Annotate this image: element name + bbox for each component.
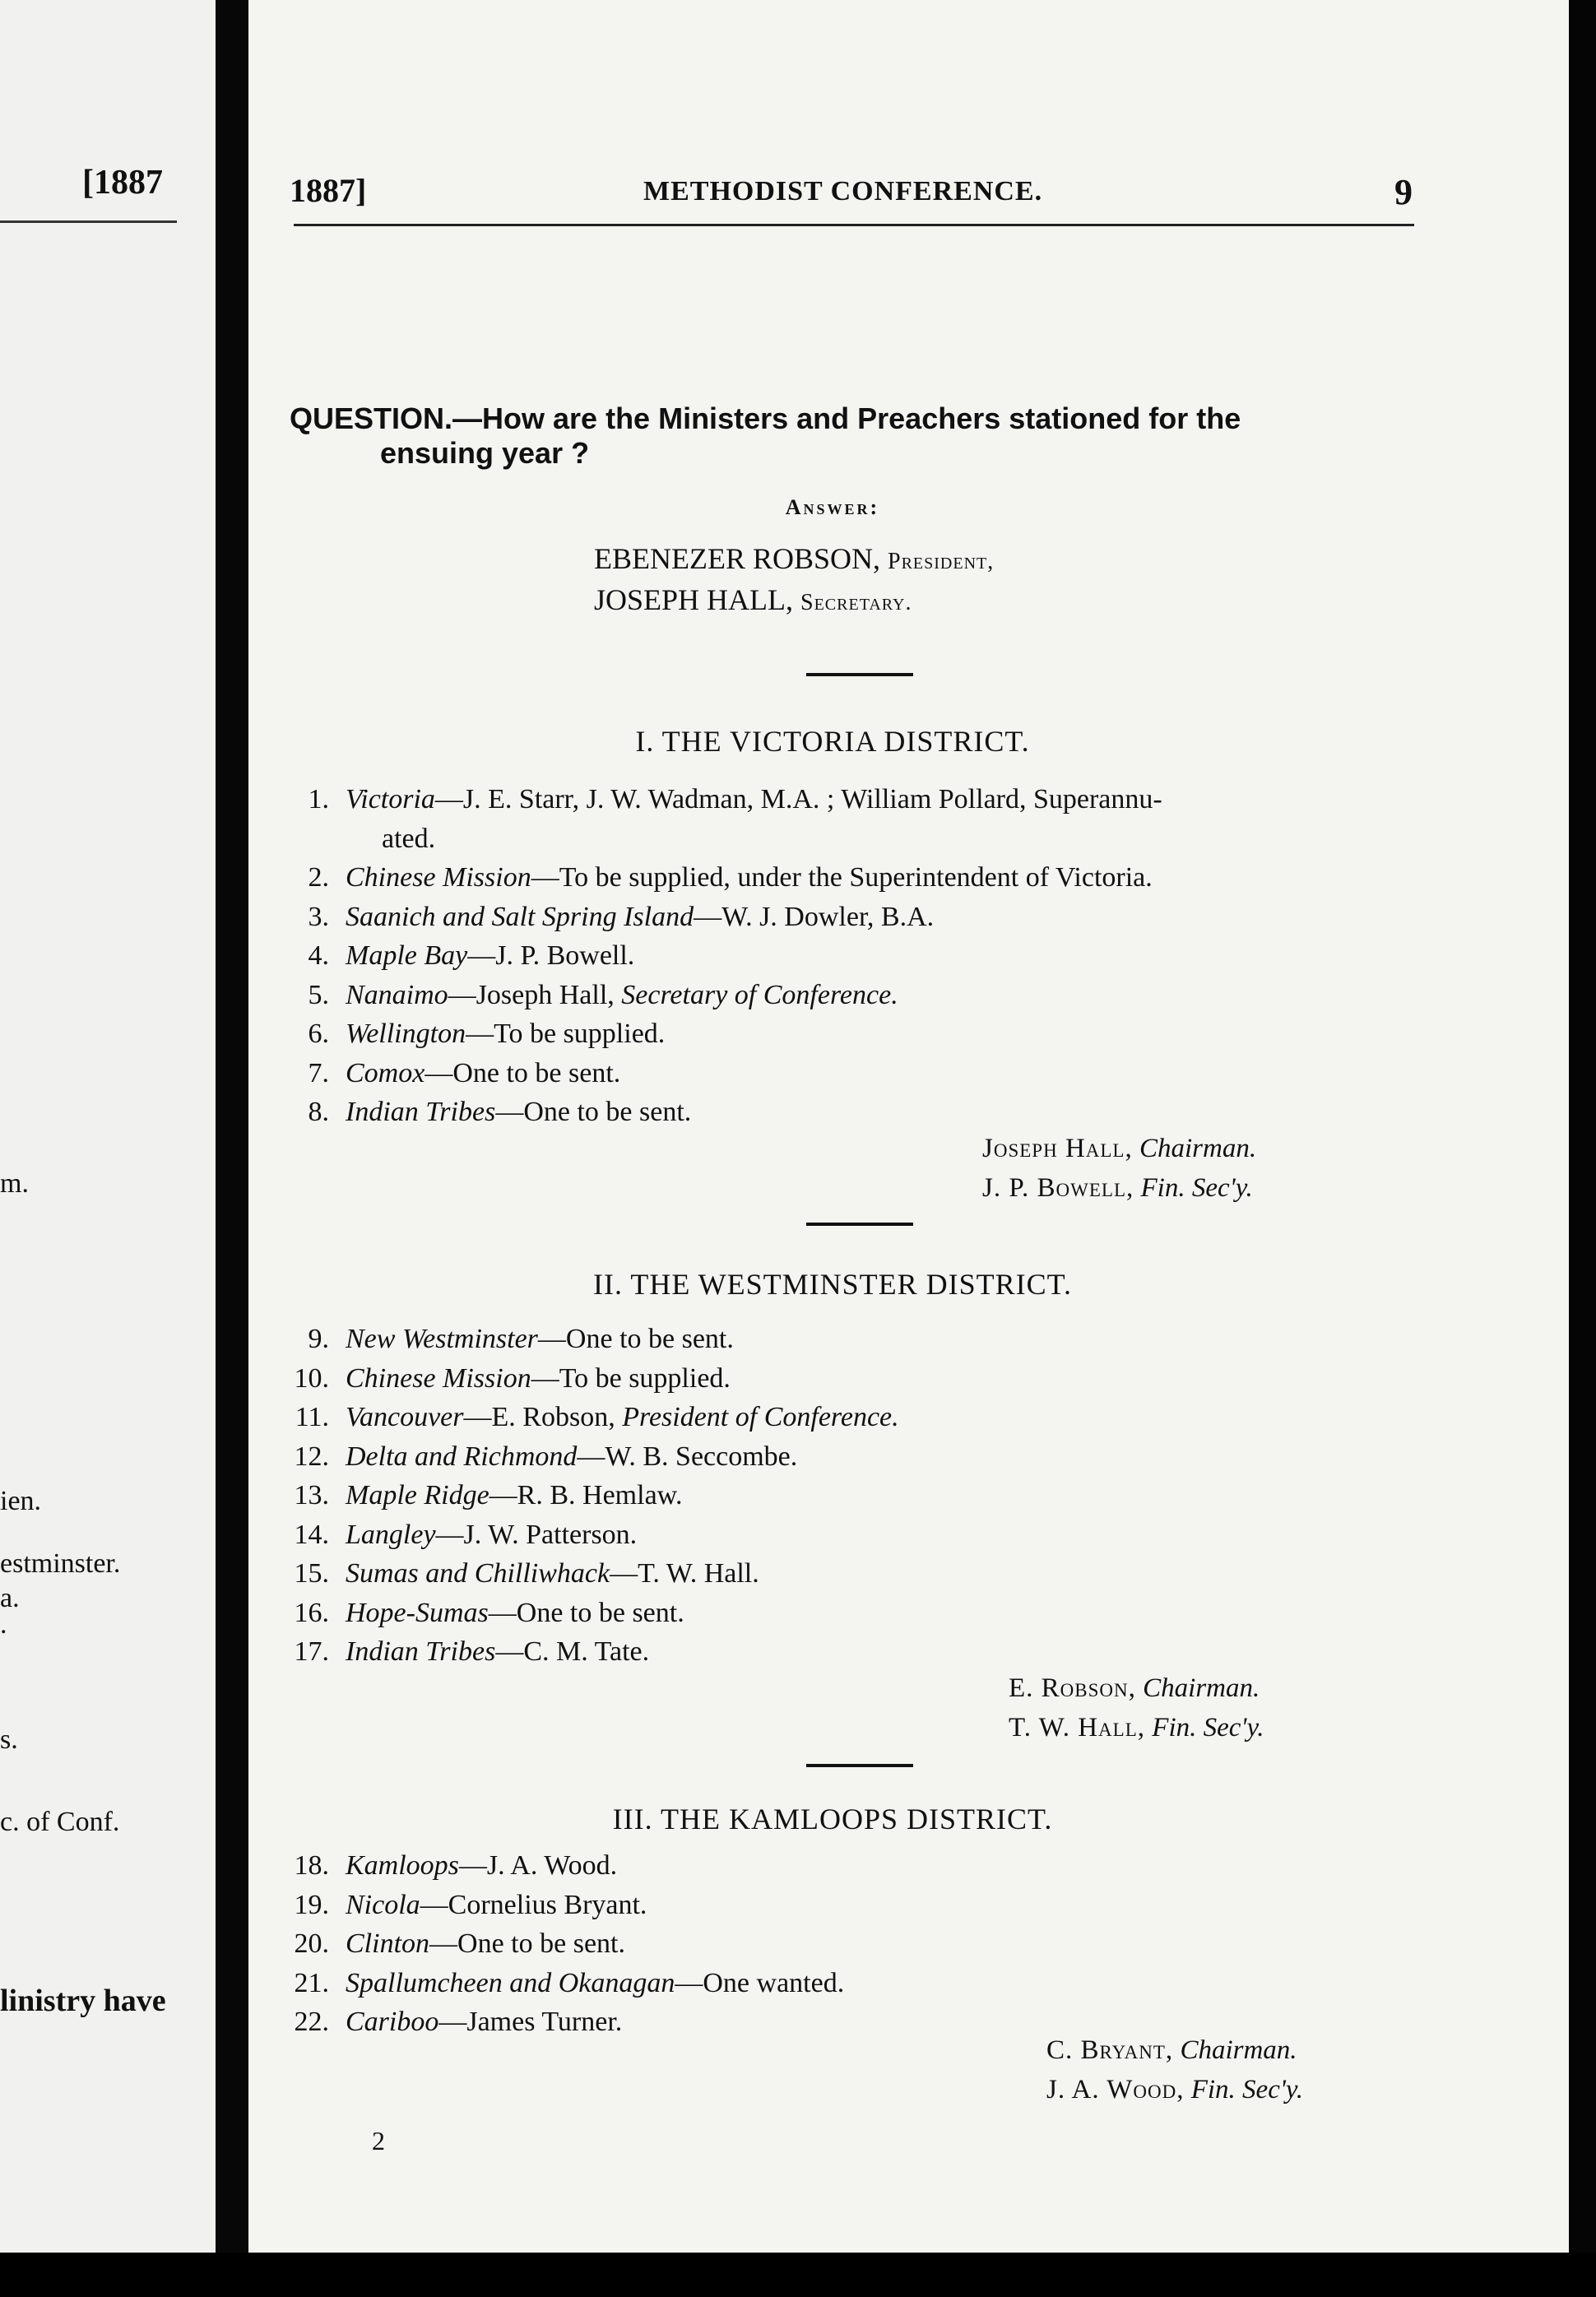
signatory-role: Chairman. [1143,1673,1260,1703]
station-place: Spallumcheen and Okanagan [346,1967,675,1998]
signatory-role: Fin. Sec'y. [1190,2075,1303,2104]
station-item [248,1320,1417,1359]
district-title: I. THE VICTORIA DISTRICT. [635,725,1030,758]
station-place: Delta and Richmond [346,1441,578,1472]
station-assignment: —One to be sent. [425,1057,621,1088]
question-continuation: ensuing year ? [380,436,590,470]
station-number: 15. [294,1558,329,1589]
station-place: Clinton [346,1928,430,1959]
signatory-role: Chairman. [1139,1134,1257,1163]
left-page-fragment: s. [0,1724,18,1755]
page-number: 9 [1394,172,1413,212]
station-number: 20. [294,1928,329,1959]
station-item [248,1014,1417,1054]
station-place: Wellington [346,1019,466,1049]
station-number: 21. [294,1967,329,1998]
station-item [248,1886,1417,1925]
station-assignment: —J. E. Starr, J. W. Wadman, M.A. ; William Pollard, Superannu- [434,784,1162,814]
station-assignment: —W. B. Seccombe. [577,1441,798,1472]
station-note: Secretary of Conference. [621,979,898,1010]
station-place: Comox [346,1057,425,1088]
station-place: Indian Tribes [346,1636,496,1667]
station-item [248,780,1417,858]
question-text: —How are the Ministers and Preachers stationed for the [452,401,1241,435]
signatory-name: Joseph Hall, [982,1134,1133,1163]
officer-name: EBENEZER ROBSON, [594,542,881,575]
station-place: Chinese Mission [346,862,531,893]
station-place: Hope-Sumas [346,1597,489,1628]
station-assignment: —T. W. Hall. [610,1558,759,1589]
left-header-rule [0,220,177,223]
district-title: III. THE KAMLOOPS DISTRICT. [612,1803,1053,1835]
station-place: Sumas and Chilliwhack [346,1558,610,1589]
signatory-role: Chairman. [1180,2035,1297,2065]
running-head-year: 1887] [290,172,367,209]
station-number: 19. [294,1889,329,1920]
district-signatures [1046,2030,1303,2109]
left-page-fragment: m. [0,1168,29,1199]
signatory-role: Fin. Sec'y. [1140,1173,1253,1203]
fin-secretary-signature [982,1168,1256,1208]
station-number: 2. [308,862,329,893]
left-page-fragment: ien. [0,1486,42,1516]
station-place: Maple Ridge [346,1480,489,1510]
station-number: 10. [294,1362,329,1394]
station-number: 3. [308,901,329,932]
question [290,401,1425,471]
station-number: 17. [294,1636,329,1667]
station-assignment: —One to be sent. [429,1928,625,1959]
station-number: 6. [308,1019,329,1049]
officers [594,540,994,622]
station-place: Indian Tribes [346,1097,496,1127]
station-assignment: —One to be sent. [495,1097,692,1127]
signatory-name: T. W. Hall, [1009,1713,1146,1742]
district-title: II. THE WESTMINSTER DISTRICT. [593,1268,1072,1301]
station-item [248,936,1417,976]
station-item [248,1093,1417,1132]
scan-bottom-edge [0,2253,1596,2297]
station-assignment: —To be supplied, under the Superintendent of Victoria. [531,862,1153,893]
left-page-fragment: linistry have [0,1984,166,2018]
question-label: QUESTION. [290,401,453,435]
station-number: 8. [308,1097,329,1127]
officer-secretary [594,581,994,622]
left-page-fragment: c. of Conf. [0,1807,120,1837]
station-item [248,1476,1417,1515]
right-page [248,0,1569,2253]
station-item [248,858,1417,898]
station-place: Victoria [346,784,435,814]
station-place: New Westminster [346,1324,538,1354]
station-item [248,1964,1417,2003]
station-item [248,1515,1417,1555]
station-assignment: —J. W. Patterson. [435,1519,638,1550]
station-assignment: —To be supplied. [531,1362,731,1394]
station-assignment: —Joseph Hall, [448,979,622,1010]
station-number: 12. [294,1441,329,1472]
station-item [248,1924,1417,1964]
station-place: Chinese Mission [346,1362,531,1394]
station-number: 5. [308,979,329,1010]
station-assignment: —E. Robson, [463,1402,623,1432]
station-item [248,1437,1417,1477]
signatory-name: J. A. Wood, [1046,2075,1185,2104]
station-assignment: —Cornelius Bryant. [420,1889,647,1920]
station-assignment: —C. M. Tate. [495,1636,650,1667]
station-assignment: —One wanted. [675,1967,845,1998]
district-signatures [1009,1668,1264,1747]
station-assignment: —W. J. Dowler, B.A. [694,901,935,932]
signatory-name: C. Bryant, [1046,2035,1174,2065]
station-place: Vancouver [346,1402,464,1432]
signatory-name: J. P. Bowell, [982,1173,1134,1203]
station-list [248,780,1417,1132]
station-number: 7. [308,1057,329,1088]
answer-label: Answer: [785,495,880,519]
station-place: Cariboo [346,2007,439,2037]
officer-role: Secretary. [800,590,912,615]
station-place: Nanaimo [346,979,448,1010]
station-assignment: —R. B. Hemlaw. [489,1480,683,1510]
station-item [248,1846,1417,1886]
station-item [248,1359,1417,1399]
station-assignment: —One to be sent. [488,1597,684,1628]
station-number: 1. [308,784,329,814]
station-list [248,1846,1417,2042]
signature-mark: 2 [372,2126,385,2155]
signatory-role: Fin. Sec'y. [1152,1713,1264,1742]
station-place: Nicola [346,1889,420,1920]
station-item [248,976,1417,1015]
station-place: Kamloops [346,1850,459,1881]
running-head-title: METHODIST CONFERENCE. [643,176,1043,206]
left-page-fragment: a. [0,1583,20,1613]
fin-secretary-signature [1046,2070,1303,2109]
left-page-fragment: . [0,1609,7,1640]
chairman-signature [1046,2030,1303,2070]
station-number: 18. [294,1850,329,1881]
station-number: 4. [308,940,329,971]
officer-president [594,540,994,581]
station-place: Saanich and Salt Spring Island [346,901,694,932]
left-page-header: [1887 [82,164,163,202]
officer-role: President, [888,549,995,574]
station-continuation: ated. [382,823,436,854]
header-rule [294,224,1414,226]
station-number: 22. [294,2007,329,2037]
station-list [248,1320,1417,1672]
station-number: 11. [295,1402,329,1432]
station-assignment: —One to be sent. [537,1324,734,1354]
left-page-fragment: estminster. [0,1548,121,1579]
station-number: 14. [294,1519,329,1550]
station-assignment: —James Turner. [438,2007,623,2037]
book-spine [216,0,248,2253]
station-item [248,898,1417,937]
station-place: Maple Bay [346,940,468,971]
section-separator [806,1223,913,1226]
fin-secretary-signature [1009,1708,1264,1747]
station-assignment: —J. P. Bowell. [467,940,635,971]
station-note: President of Conference. [622,1402,899,1432]
station-number: 9. [308,1324,329,1354]
section-separator [806,1764,913,1767]
station-number: 16. [294,1597,329,1628]
chairman-signature [1009,1668,1264,1708]
station-item [248,1554,1417,1594]
left-page-edge [0,0,216,2253]
district-signatures [982,1129,1256,1208]
station-number: 13. [294,1480,329,1510]
section-separator [806,673,913,676]
station-assignment: —J. A. Wood. [458,1850,618,1881]
station-place: Langley [346,1519,436,1550]
station-item [248,1054,1417,1093]
officer-name: JOSEPH HALL, [594,583,794,616]
chairman-signature [982,1129,1256,1168]
station-assignment: —To be supplied. [466,1019,666,1049]
signatory-name: E. Robson, [1009,1673,1136,1703]
station-item [248,1594,1417,1633]
station-item [248,1398,1417,1437]
station-item [248,1632,1417,1672]
